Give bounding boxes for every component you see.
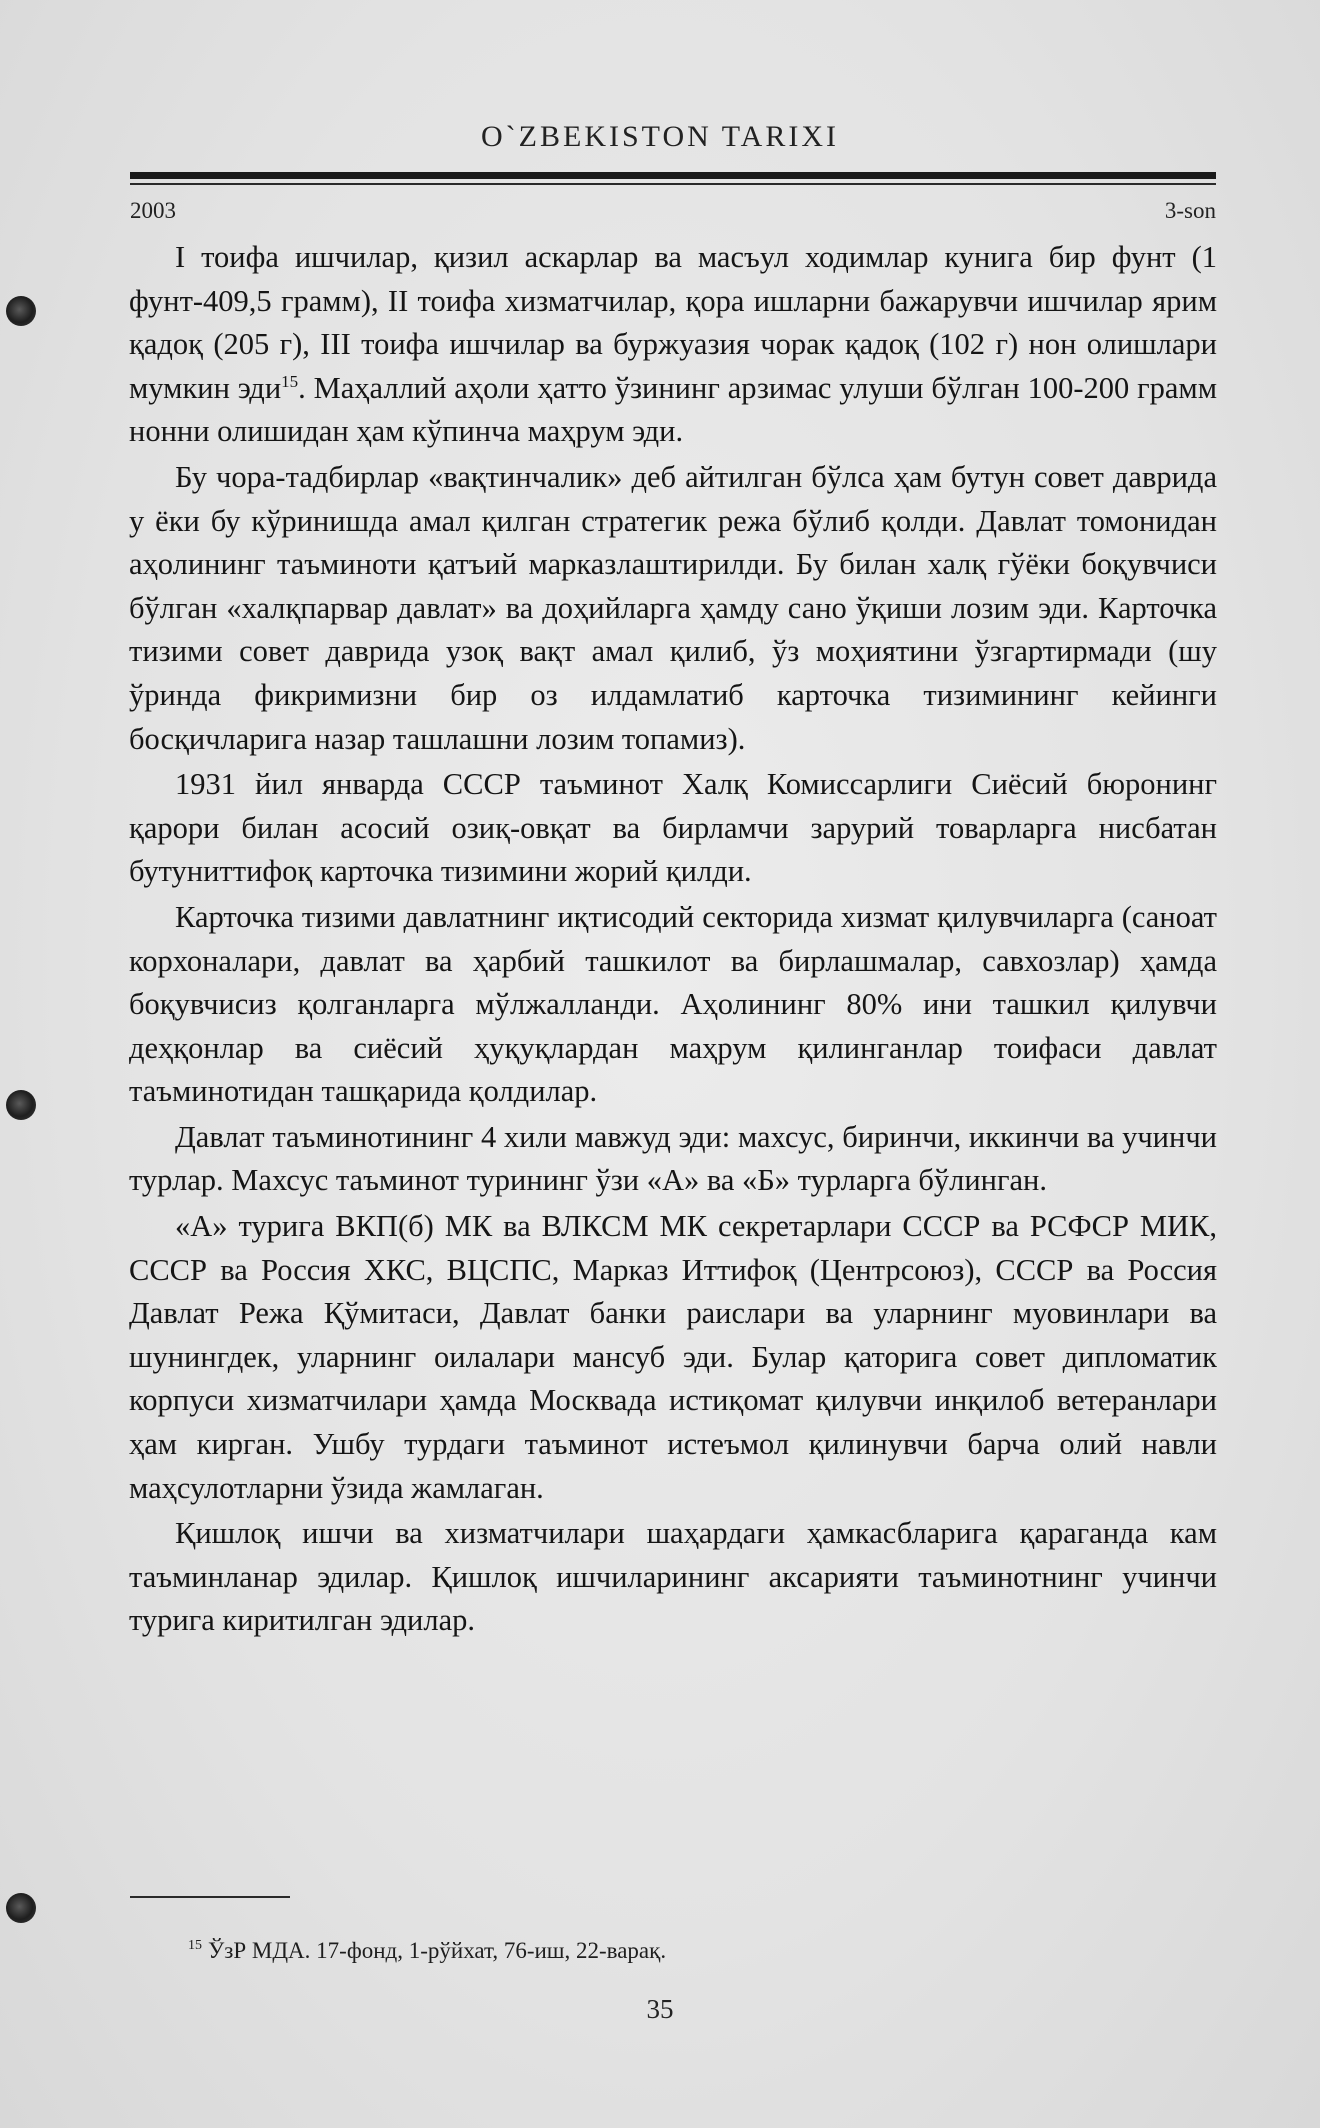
footnote-number: 15 xyxy=(188,1938,202,1954)
paragraph-4: Карточка тизими давлатнинг иқтисодий секторида хизмат қилувчиларга (саноат корхоналари, давлат ва ҳарбий ташкилот ва бирлашмалар, савхозлар) ҳамда боқувчисиз қолганларга мўлжалланди. Аҳолининг 80% ини ташкил қилувчи деҳқонлар ва сиёсий ҳуқуқлардан маҳрум қилинганлар тоифаси давлат таъминотидан ташқарида қолдилар. xyxy=(129,899,1217,1109)
paragraph-1-text: I тоифа ишчилар, қизил аскарлар ва масъул ходимлар кунига бир фунт (1 фунт-409,5 грамм), II тоифа хизматчилар, қора ишларни бажарувчи ишчилар ярим қадоқ (205 г), III тоифа ишчилар ва буржуазия чорак қадоқ (102 г) нон олишлари мумкин эди xyxy=(129,240,1217,405)
footnote-text: ЎзР МДА. 17-фонд, 1-рўйхат, 76-иш, 22-варақ. xyxy=(208,1938,667,1963)
footnote-ref-15: 15 xyxy=(281,371,299,391)
article-body xyxy=(129,236,1217,1643)
footnote xyxy=(188,1938,666,1964)
punch-hole-top xyxy=(6,296,36,326)
page-number: 35 xyxy=(646,1994,674,2024)
paragraph-2: Бу чора-тадбирлар «вақтинчалик» деб айтилган бўлса ҳам бутун совет даврида у ёки бу кўринишда амал қилган стратегик режа бўлиб қолди. Давлат томонидан аҳолининг таъминоти қатъий марказлаштирилди. Бу билан халқ гўёки боқувчиси бўлган «халқпарвар давлат» ва доҳийларга ҳамду сано ўқиши лозим эди. Карточка тизими совет даврида узоқ вақт амал қилиб, ўз моҳиятини ўзгартирмади (шу ўринда фикримизни бир оз илдамлатиб карточка тизимининг кейинги босқичларига назар ташлашни лозим топамиз). xyxy=(129,459,1217,756)
punch-hole-bottom xyxy=(6,1893,36,1923)
punch-hole-middle xyxy=(6,1090,36,1120)
paragraph-6: «А» турига ВКП(б) МК ва ВЛКСМ МК секретарлари СССР ва РСФСР МИК, СССР ва Россия ХКС, ВЦСПС, Марказ Иттифоқ (Центрсоюз), СССР ва Россия Давлат Режа Қўмитаси, Давлат банки раислари ва уларнинг муовинлари ва шунингдек, уларнинг оилалари мансуб эди. Булар қаторига совет дипломатик корпуси хизматчилари ҳамда Москвада истиқомат қилувчи инқилоб ветеранлари ҳам кирган. Ушбу турдаги таъминот истеъмол қилинувчи барча олий навли маҳсулотларни ўзида жамлаган. xyxy=(129,1209,1217,1505)
issue-year: 2003 xyxy=(130,198,176,223)
header-rule-thin xyxy=(130,183,1216,185)
paragraph-1-text-after: . Маҳаллий аҳоли ҳатто ўзининг арзимас улуши бўлган 100-200 грамм нонни олишидан ҳам кўпинча маҳрум эди. xyxy=(129,370,1217,449)
paragraph-5: Давлат таъминотининг 4 хили мавжуд эди: махсус, биринчи, иккинчи ва учинчи турлар. Махсус таъминот турининг ўзи «А» ва «Б» турларга бўлинган. xyxy=(129,1119,1217,1198)
footnote-separator xyxy=(130,1896,290,1898)
issue-number: 3-son xyxy=(1164,198,1216,223)
paragraph-1 xyxy=(129,236,1217,454)
header-rule-thick xyxy=(130,172,1216,179)
paragraph-3: 1931 йил январда СССР таъминот Халқ Комиссарлиги Сиёсий бюронинг қарори билан асосий озиқ-овқат ва бирламчи зарурий товарларга нисбатан бутуниттифоқ карточка тизимини жорий қилди. xyxy=(129,767,1217,889)
paragraph-7: Қишлоқ ишчи ва хизматчилари шаҳардаги ҳамкасбларига қараганда кам таъминланар эдилар. Қишлоқ ишчиларининг аксарияти таъминотнинг учинчи турига киритилган эдилар. xyxy=(129,1516,1217,1638)
journal-title: O`ZBEKISTON TARIXI xyxy=(481,120,839,153)
